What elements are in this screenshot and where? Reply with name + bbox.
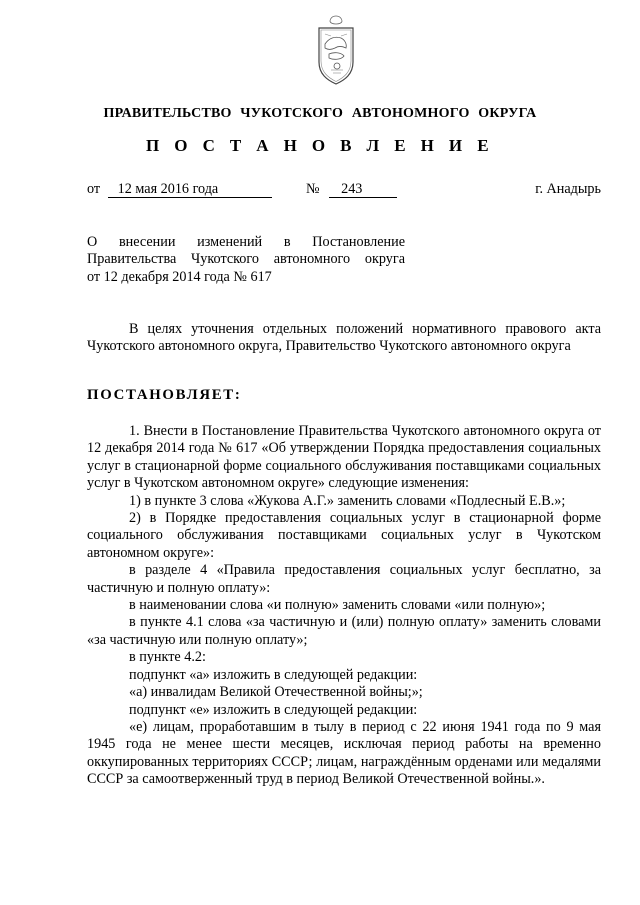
body-paragraph: подпункт «а» изложить в следующей редакции: bbox=[129, 666, 418, 683]
subject-line: Правительства Чукотского автономного округа bbox=[87, 251, 405, 268]
document-subject bbox=[87, 234, 405, 286]
preamble-text: В целях уточнения отдельных положений нормативного правового акта Чукотского автономного округа, Правительство Чукотского автономного округа bbox=[87, 321, 601, 355]
document-body bbox=[87, 423, 601, 789]
chukotka-coat-of-arms-icon bbox=[311, 10, 361, 90]
city-name: г. Анадырь bbox=[535, 181, 601, 197]
subject-line: О внесении изменений в Постановление bbox=[87, 234, 405, 250]
from-label: от bbox=[87, 181, 101, 197]
date-field bbox=[87, 181, 272, 198]
number-value: 243 bbox=[329, 182, 397, 198]
body-paragraph: в разделе 4 «Правила предоставления социальных услуг бесплатно, за частичную и полную оплату»: bbox=[87, 562, 601, 596]
body-paragraph: в пункте 4.2: bbox=[129, 649, 206, 666]
body-paragraph: 1) в пункте 3 слова «Жукова А.Г.» заменить словами «Подлесный Е.В.»; bbox=[129, 492, 566, 509]
number-label: № bbox=[306, 181, 320, 197]
decree-heading: ПОСТАНОВЛЯЕТ: bbox=[87, 387, 242, 403]
body-paragraph: подпункт «е» изложить в следующей редакции: bbox=[129, 701, 418, 718]
body-paragraph: в наименовании слова «и полную» заменить словами «или полную»; bbox=[129, 597, 546, 614]
body-paragraph: 2) в Порядке предоставления социальных услуг в стационарной форме социального обслуживания поставщиками социальных услуг в Чукотском автономном округе»: bbox=[87, 510, 601, 561]
document-type-title: П О С Т А Н О В Л Е Н И Е bbox=[146, 136, 494, 155]
body-paragraph: 1. Внести в Постановление Правительства Чукотского автономного округа от 12 декабря 2014 года № 617 «Об утверждении Порядка предоставления социальных услуг в стационарной форме социального обслуживания поставщиками социальных услуг в Чукотском автономном округе» следующие изменения: bbox=[87, 423, 601, 492]
number-field bbox=[306, 181, 397, 198]
body-paragraph: в пункте 4.1 слова «за частичную и (или) полную оплату» заменить словами «за частичную или полную оплату»; bbox=[87, 614, 601, 648]
date-value: 12 мая 2016 года bbox=[108, 182, 272, 198]
government-title: ПРАВИТЕЛЬСТВО ЧУКОТСКОГО АВТОНОМНОГО ОКРУГА bbox=[103, 106, 537, 121]
preamble bbox=[87, 321, 601, 356]
body-paragraph: «е) лицам, проработавшим в тылу в период с 22 июня 1941 года по 9 мая 1945 года не менее шести месяцев, исключая период работы на временно оккупированных территориях СССР; лицам, награждённым орденами или медалями СССР за самоотверженный труд в период Великой Отечественной войны.». bbox=[87, 718, 601, 788]
subject-line: от 12 декабря 2014 года № 617 bbox=[87, 268, 272, 285]
body-paragraph: «а) инвалидам Великой Отечественной войны;»; bbox=[129, 684, 423, 701]
